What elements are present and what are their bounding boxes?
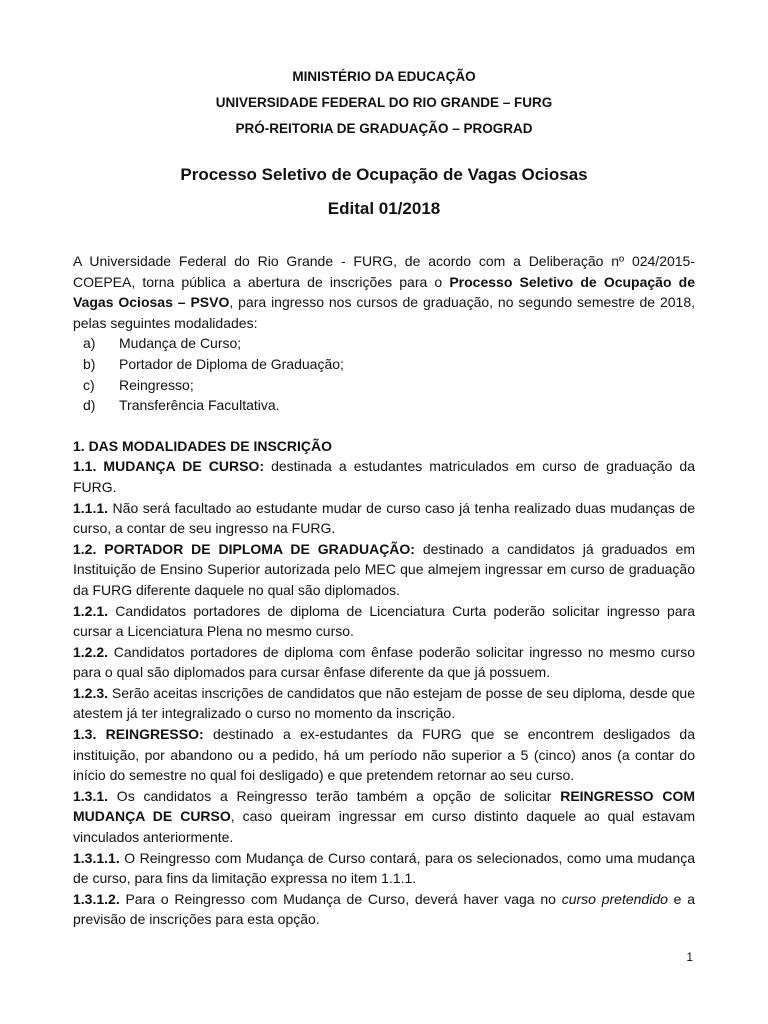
list-item-letter: a) [83, 335, 96, 352]
paragraph-label: 1.3.1.1. [73, 849, 120, 866]
paragraph-text-end: e a previsão de inscrições para esta opção. [73, 890, 696, 928]
paragraph-1-3-1-1 [73, 848, 695, 889]
header-ministry: MINISTÉRIO DA EDUCAÇÃO [292, 69, 476, 84]
paragraph-1-3-1 [73, 786, 695, 848]
paragraph-label: 1.1. MUDANÇA DE CURSO: [73, 458, 265, 475]
header-prorectorate: PRÓ-REITORIA DE GRADUAÇÃO – PROGRAD [235, 121, 533, 136]
paragraph-text: Candidatos portadores de diploma com ênfase poderão solicitar ingresso no mesmo curso para o qual são diplomados para cursar ênfase diferente da que já possuem. [73, 643, 695, 681]
document-title: Processo Seletivo de Ocupação de Vagas Ociosas [180, 165, 588, 184]
paragraph-italic-text: curso pretendido [561, 890, 668, 907]
intro-text-1: A Universidade Federal do Rio Grande - FURG, de acordo com a Deliberação nº 024/2015-COEPEA, torna pública a abertura de inscrições para o [73, 253, 695, 290]
paragraph-text: Para o Reingresso com Mudança de Curso, deverá haver vaga no [119, 890, 562, 907]
paragraph-text: destinado a candidatos já graduados em Instituição de Ensino Superior autorizada pelo MEC que almejem ingressar em curso de graduação da FURG diferente daquele no qual são diplomados. [73, 540, 696, 598]
paragraph-1-2-2 [73, 642, 695, 683]
edital-number: Edital 01/2018 [327, 199, 441, 218]
intro-bold-program: Processo Seletivo de Ocupação de Vagas Ociosas – PSVO [73, 273, 695, 311]
list-item-text: Transferência Facultativa. [119, 397, 280, 414]
list-item-text: Reingresso; [119, 376, 194, 393]
intro-text-2: , para ingresso nos cursos de graduação, no segundo semestre de 2018, pelas seguintes modalidades: [73, 294, 696, 331]
paragraph-1-3 [73, 724, 695, 786]
paragraph-bold-text: REINGRESSO COM MUDANÇA DE CURSO [73, 787, 696, 825]
paragraph-label: 1.3.1. [73, 787, 109, 804]
list-item-text: Portador de Diploma de Graduação; [119, 355, 344, 372]
section-title: 1. DAS MODALIDADES DE INSCRIÇÃO [73, 437, 333, 454]
paragraph-1-1-1 [73, 498, 695, 539]
list-item-text: Mudança de Curso; [119, 335, 242, 352]
paragraph-1-3-1-2 [73, 889, 695, 930]
document-page [73, 64, 695, 930]
list-item [73, 354, 695, 375]
paragraph-text: destinado a ex-estudantes da FURG que se encontrem desligados da instituição, por abandono ou a pedido, há um período não superior a 5 (cinco) anos (a contar do início do semestre no qual foi desligado) e que pretendem retornar ao seu curso. [73, 726, 695, 784]
paragraph-text: Candidatos portadores de diploma de Licenciatura Curta poderão solicitar ingresso para cursar a Licenciatura Plena no mesmo curso. [73, 602, 695, 640]
list-item [73, 333, 695, 354]
document-header [73, 64, 695, 142]
page-number: 1 [686, 950, 693, 964]
paragraph-label: 1.2.1. [73, 602, 109, 619]
paragraph-text: destinada a estudantes matriculados em curso de graduação da FURG. [73, 458, 695, 495]
intro-paragraph [73, 251, 695, 333]
list-item-letter: d) [83, 397, 96, 414]
paragraph-label: 1.2.3. [73, 684, 109, 701]
paragraph-label: 1.3.1.2. [73, 890, 120, 907]
list-item-letter: b) [83, 355, 96, 372]
list-item-letter: c) [83, 376, 95, 393]
list-item [73, 375, 695, 396]
paragraph-1-2-1 [73, 601, 695, 642]
paragraph-label: 1.2.2. [73, 643, 109, 660]
paragraph-1-1 [73, 456, 695, 497]
paragraph-label: 1.3. REINGRESSO: [73, 726, 204, 743]
paragraph-1-2 [73, 539, 695, 601]
paragraph-text: Os candidatos a Reingresso terão também a opção de solicitar [108, 787, 561, 804]
modalities-list [73, 333, 695, 415]
paragraph-text: Serão aceitas inscrições de candidatos que não estejam de posse de seu diploma, desde que atestem já ter integralizado o curso no momento da inscrição. [73, 684, 695, 722]
paragraph-text: Não será facultado ao estudante mudar de curso caso já tenha realizado duas mudanças de curso, a contar de seu ingresso na FURG. [73, 499, 695, 537]
header-university: UNIVERSIDADE FEDERAL DO RIO GRANDE – FURG [215, 95, 553, 110]
paragraph-1-2-3 [73, 683, 695, 724]
paragraph-text: O Reingresso com Mudança de Curso contará, para os selecionados, como uma mudança de curso, para fins da limitação expressa no item 1.1.1. [73, 849, 695, 887]
paragraph-text-end: , caso queiram ingressar em curso distinto daquele ao qual estavam vinculados anteriormente. [73, 808, 696, 846]
paragraph-label: 1.1.1. [73, 499, 109, 516]
list-item [73, 395, 695, 416]
paragraph-label: 1.2. PORTADOR DE DIPLOMA DE GRADUAÇÃO: [73, 540, 415, 557]
